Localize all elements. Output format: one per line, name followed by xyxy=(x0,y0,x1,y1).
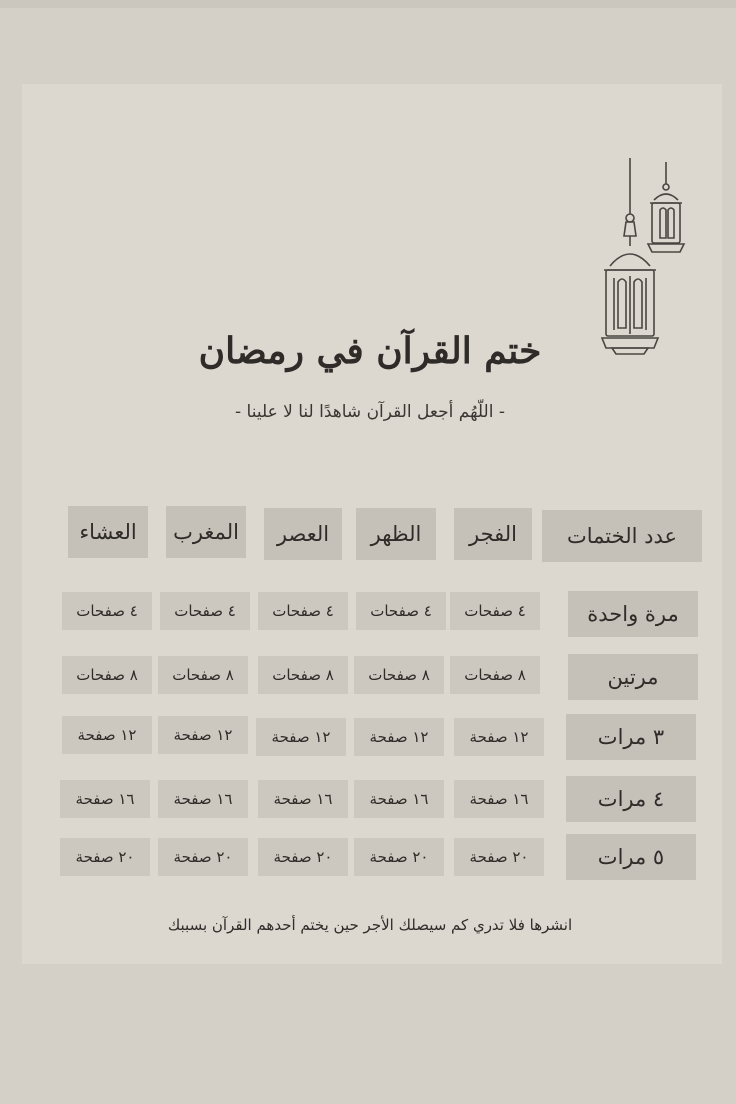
table-cell: ١٦ صفحة xyxy=(158,780,248,818)
table-cell: ٨ صفحات xyxy=(158,656,248,694)
header-label: العصر xyxy=(276,522,330,546)
table-cell: ٤ صفحات xyxy=(356,592,446,630)
header-label: المغرب xyxy=(173,520,239,544)
row-label: مرة واحدة xyxy=(568,591,698,637)
table-cell: ١٦ صفحة xyxy=(60,780,150,818)
table-cell: ١٦ صفحة xyxy=(454,780,544,818)
header-label: العشاء xyxy=(79,520,137,544)
table-cell: ٤ صفحات xyxy=(62,592,152,630)
header-label: الظهر xyxy=(370,522,422,546)
header-cell xyxy=(542,510,702,562)
row-label: ٣ مرات xyxy=(566,714,696,760)
table-cell: ٢٠ صفحة xyxy=(258,838,348,876)
table-cell: ٢٠ صفحة xyxy=(454,838,544,876)
header-cell xyxy=(356,508,436,560)
row-label: مرتين xyxy=(568,654,698,700)
footer-note: انشرها فلا تدري كم سيصلك الأجر حين يختم أحدهم القرآن بسببك xyxy=(167,916,573,934)
header-cell xyxy=(166,506,246,558)
table-cell: ٢٠ صفحة xyxy=(60,838,150,876)
header-cell xyxy=(454,508,532,560)
header-cell xyxy=(68,506,148,558)
table-cell: ٤ صفحات xyxy=(450,592,540,630)
header-label: عدد الختمات xyxy=(567,524,678,548)
header-cell xyxy=(264,508,342,560)
table-cell: ٢٠ صفحة xyxy=(158,838,248,876)
table-cell: ١٢ صفحة xyxy=(454,718,544,756)
header-label: الفجر xyxy=(469,522,517,546)
table-cell: ٨ صفحات xyxy=(450,656,540,694)
page-title: ختم القرآن في رمضان xyxy=(198,330,542,372)
table-cell: ٤ صفحات xyxy=(160,592,250,630)
top-strip xyxy=(0,0,736,8)
table-cell: ١٢ صفحة xyxy=(62,716,152,754)
subtitle: - اللّهُم أجعل القرآن شاهدًا لنا لا علينا - xyxy=(234,402,505,422)
table-cell: ١٦ صفحة xyxy=(258,780,348,818)
table-cell: ١٢ صفحة xyxy=(354,718,444,756)
row-label: ٤ مرات xyxy=(566,776,696,822)
table-cell: ٤ صفحات xyxy=(258,592,348,630)
table-cell: ١٦ صفحة xyxy=(354,780,444,818)
table-cell: ٨ صفحات xyxy=(258,656,348,694)
table-cell: ٨ صفحات xyxy=(62,656,152,694)
table-cell: ١٢ صفحة xyxy=(158,716,248,754)
table-cell: ٢٠ صفحة xyxy=(354,838,444,876)
row-label: ٥ مرات xyxy=(566,834,696,880)
table-cell: ١٢ صفحة xyxy=(256,718,346,756)
table-cell: ٨ صفحات xyxy=(354,656,444,694)
